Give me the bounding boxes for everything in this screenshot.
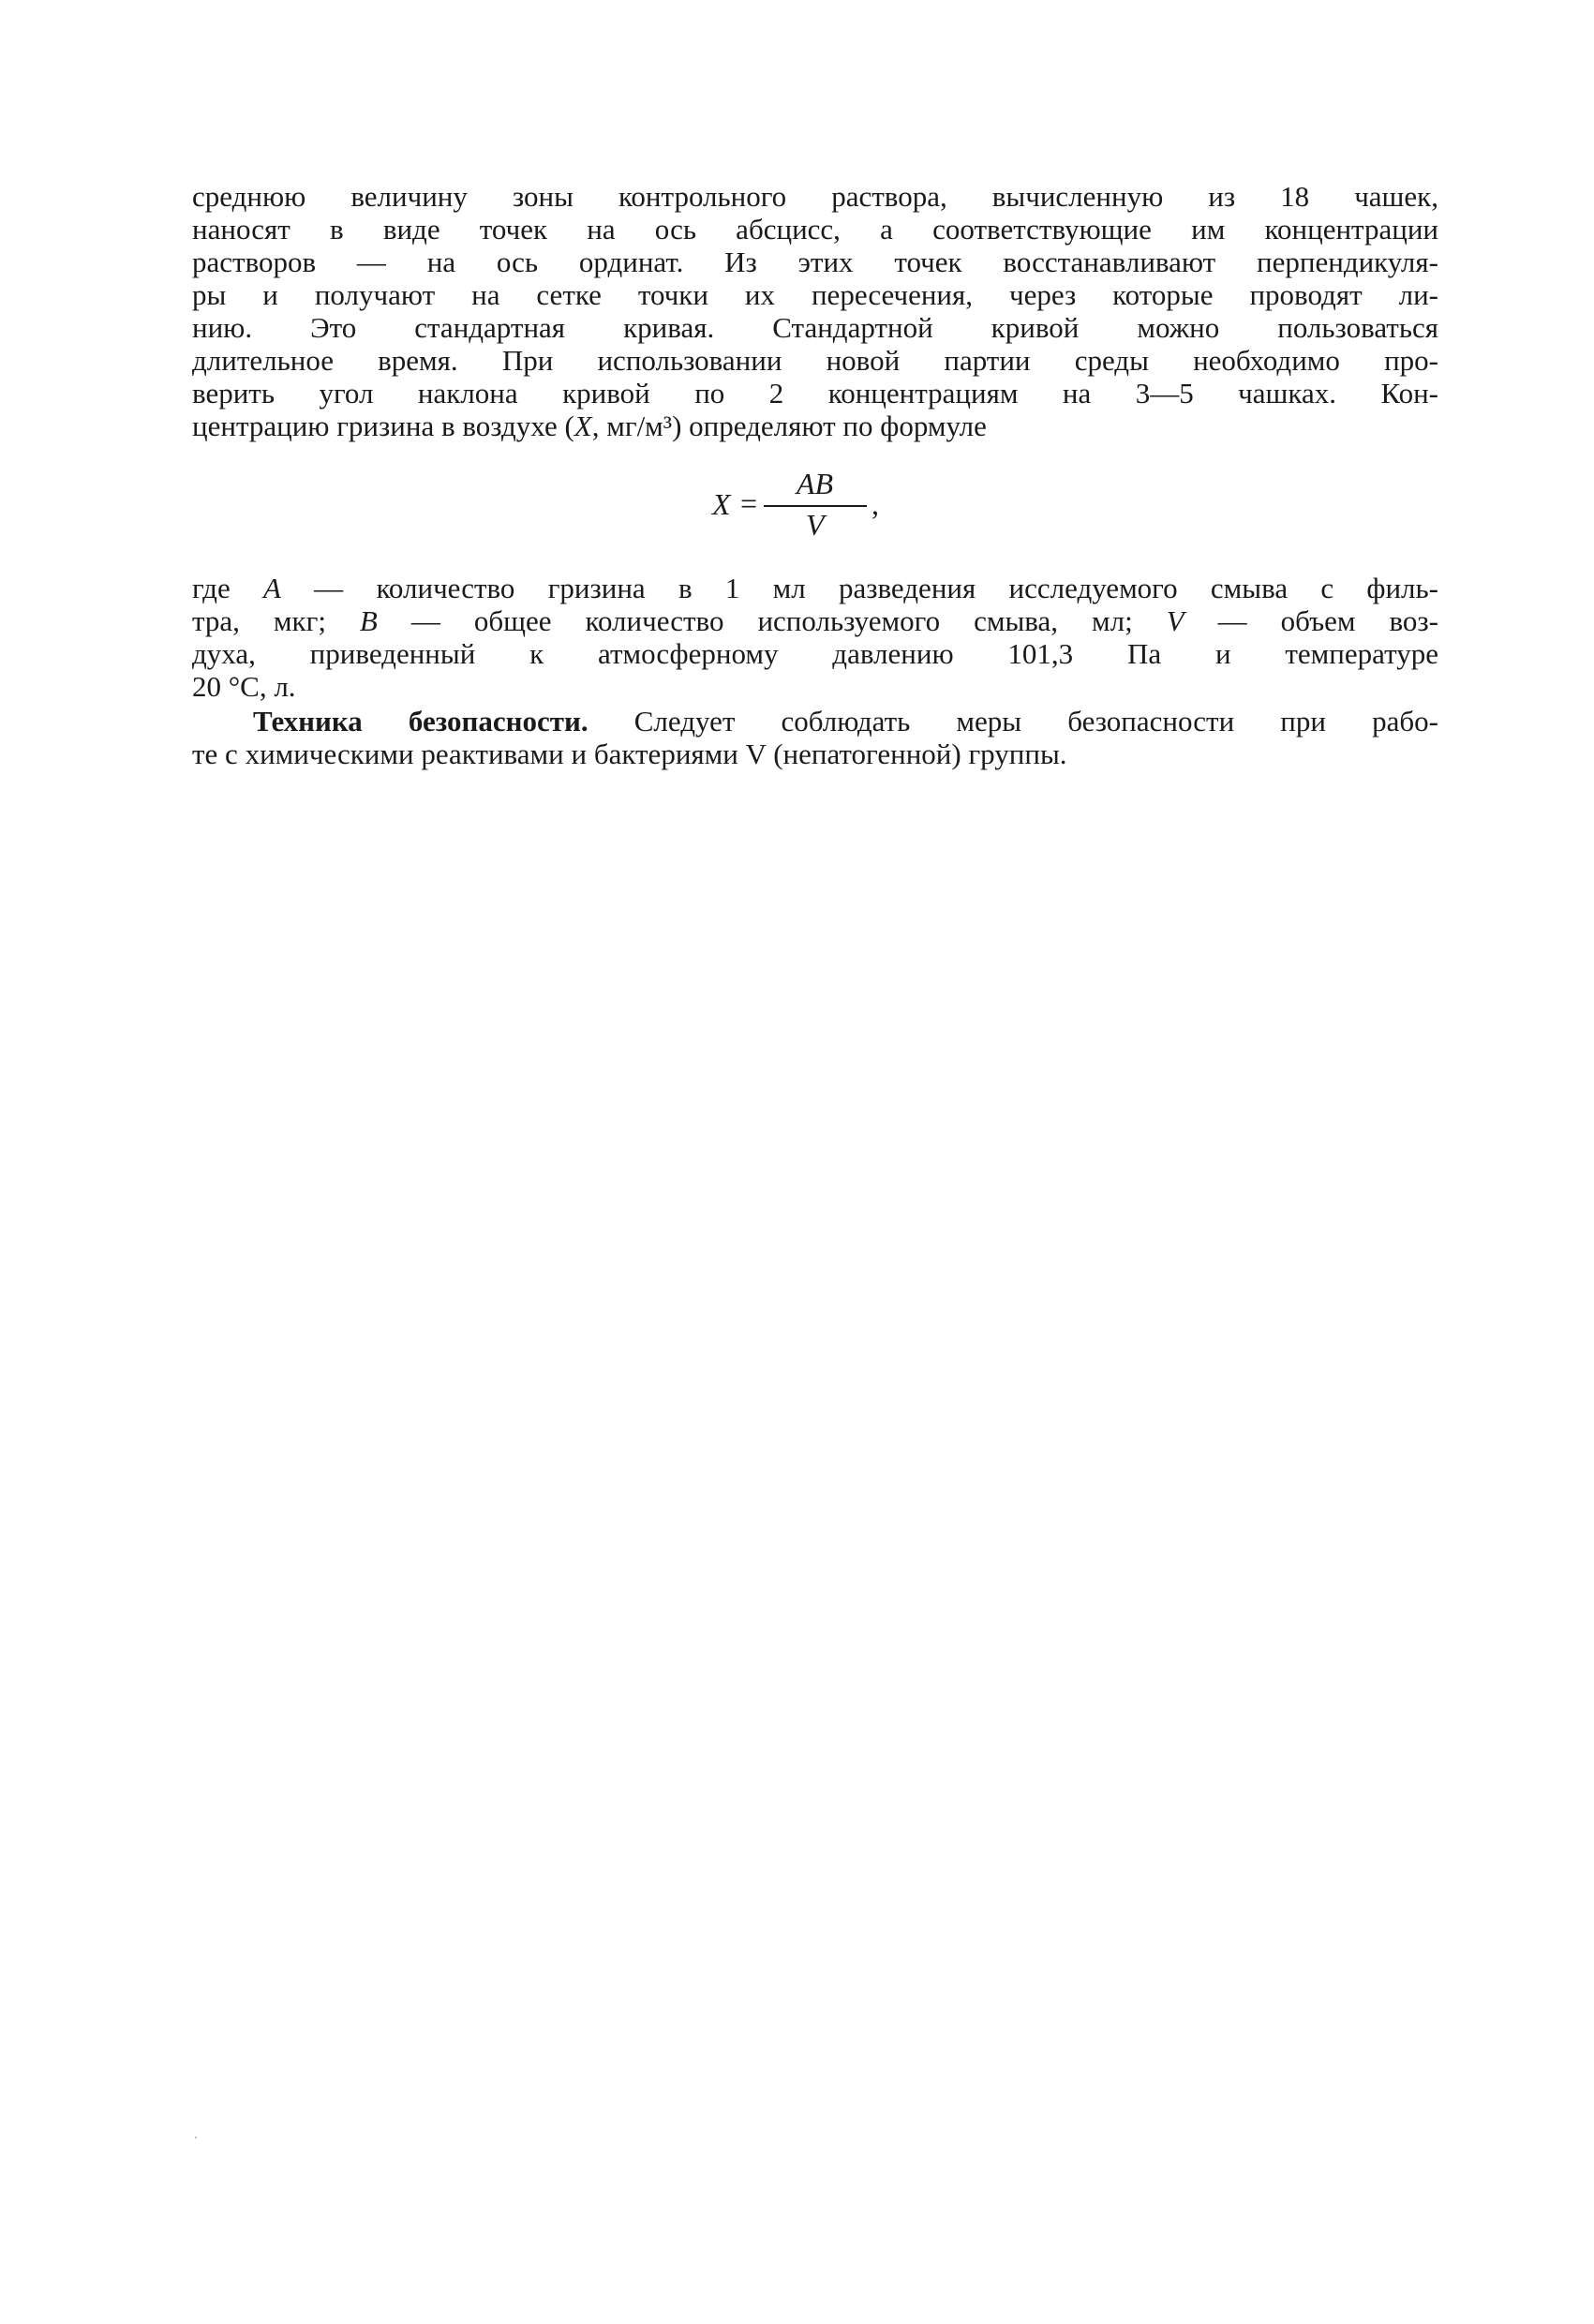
text-line: духа, приведенный к атмосферному давлению 101,3 Па и температуре	[192, 637, 1438, 670]
variable-v: V	[1166, 604, 1184, 637]
text-line: те с химическими реактивами и бактериями V (непатогенной) группы.	[192, 737, 1067, 770]
text-line: 20 °С, л.	[192, 670, 296, 703]
text-line: нию. Это стандартная кривая. Стандартной кривой можно пользоваться	[192, 311, 1438, 344]
text-line	[192, 705, 1438, 737]
variable-x: X	[574, 410, 592, 442]
text-line: наносят в виде точек на ось абсцисс, а соответствующие им концентрации	[192, 213, 1438, 246]
text-segment: , мг/м³) определяют по формуле	[591, 410, 987, 442]
text-segment: — объем воз-	[1184, 604, 1438, 637]
concentration-formula	[712, 461, 937, 545]
text-segment: — количество гризина в 1 мл разведения исследуемого смыва с филь-	[280, 572, 1438, 604]
paragraph-safety	[192, 705, 1438, 770]
scan-speck	[195, 2137, 197, 2138]
formula-numerator: AB	[797, 467, 834, 500]
text-segment: где	[192, 572, 263, 604]
formula-comma: ,	[871, 487, 879, 521]
text-line	[192, 572, 1438, 604]
text-segment: Следует соблюдать меры безопасности при рабо-	[588, 705, 1438, 737]
safety-heading: Техника безопасности.	[253, 705, 588, 737]
fraction-bar	[764, 505, 867, 507]
paragraph-standard-curve	[192, 180, 1438, 442]
formula-denominator: V	[806, 508, 825, 542]
variable-b: B	[359, 604, 378, 637]
paragraph-variable-definitions	[192, 572, 1438, 703]
variable-a: A	[262, 572, 281, 604]
text-line: длительное время. При использовании новой партии среды необходимо про-	[192, 344, 1438, 377]
text-segment: — общее количество используемого смыва, мл;	[377, 604, 1167, 637]
formula-lhs: X	[712, 487, 731, 521]
text-line	[192, 604, 1438, 637]
text-segment: тра, мкг;	[192, 604, 360, 637]
text-line	[192, 410, 1438, 442]
text-line: растворов — на ось ординат. Из этих точек восстанавливают перпендикуля-	[192, 246, 1438, 278]
text-segment: центрацию гризина в воздухе (	[192, 410, 574, 442]
text-line: ры и получают на сетке точки их пересечения, через которые проводят ли-	[192, 278, 1438, 311]
text-line: среднюю величину зоны контрольного раствора, вычисленную из 18 чашек,	[192, 180, 1438, 213]
text-line: верить угол наклона кривой по 2 концентрациям на 3—5 чашках. Кон-	[192, 377, 1438, 410]
formula-equals: =	[740, 486, 758, 520]
